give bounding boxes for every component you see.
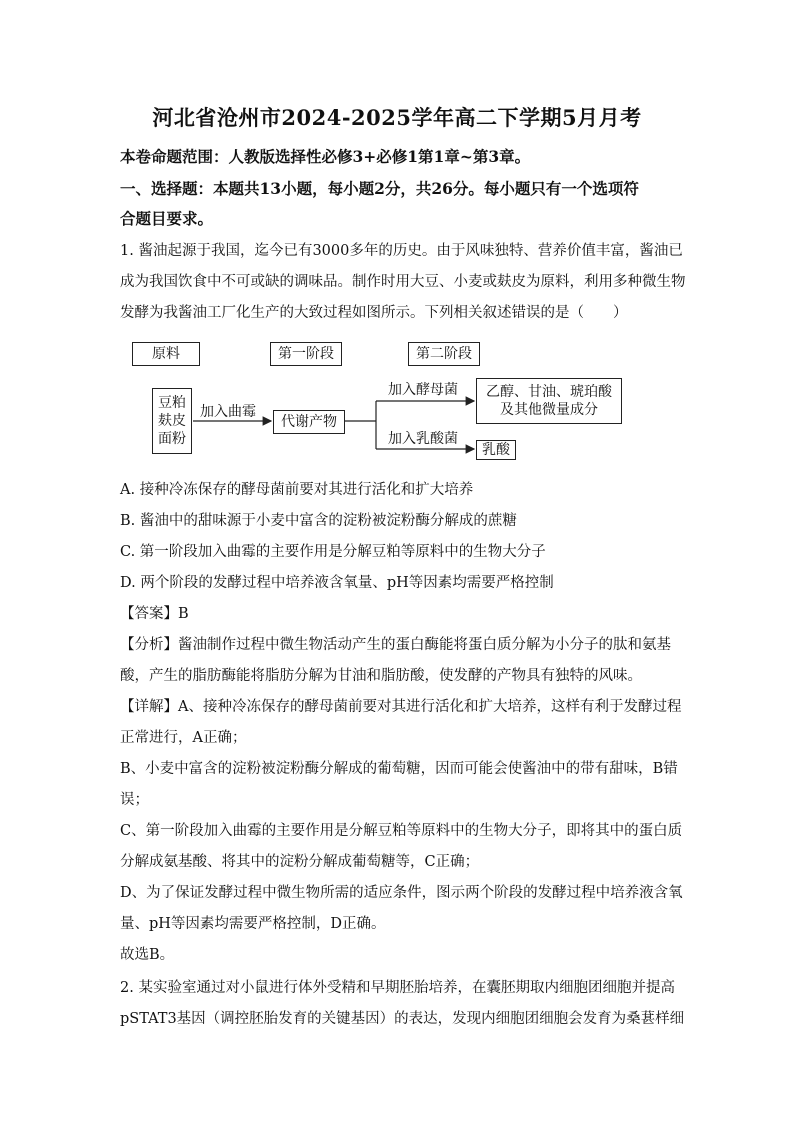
exam-scope: 本卷命题范围：人教版选择性必修3+必修1第1章~第3章。 (120, 147, 531, 166)
add-yeast-label: 加入酵母菌 (388, 382, 458, 398)
add-koji-label: 加入曲霉 (200, 404, 256, 420)
header-stage-2: 第二阶段 (408, 342, 480, 366)
header-stage-1: 第一阶段 (270, 342, 342, 366)
q1-stem-line3: 发酵为我酱油工厂化生产的大致过程如图所示。下列相关叙述错误的是（ ） (120, 305, 628, 321)
q1-detail-line5: C、第一阶段加入曲霉的主要作用是分解豆粕等原料中的生物大分子，即将其中的蛋白质 (120, 823, 683, 839)
q1-analysis-line1: 【分析】酱油制作过程中微生物活动产生的蛋白酶能将蛋白质分解为小分子的肽和氨基 (120, 637, 671, 653)
add-lactic-label: 加入乳酸菌 (388, 431, 458, 447)
raw-materials-box: 豆粕 麸皮 面粉 (152, 388, 192, 454)
section-heading-line1: 一、选择题：本题共13小题，每小题2分，共26分。每小题只有一个选项符 (120, 179, 639, 198)
q2-stem-line2: pSTAT3基因（调控胚胎发育的关键基因）的表达，发现内细胞团细胞会发育为桑葚样细 (120, 1011, 685, 1027)
yeast-products-box: 乙醇、甘油、琥珀酸 及其他微量成分 (476, 378, 622, 424)
q1-option-c: C. 第一阶段加入曲霉的主要作用是分解豆粕等原料中的生物大分子 (120, 544, 546, 560)
q1-detail-line7: D、为了保证发酵过程中微生物所需的适应条件，图示两个阶段的发酵过程中培养液含氧 (120, 885, 683, 901)
q1-detail-line3: B、小麦中富含的淀粉被淀粉酶分解成的葡萄糖，因而可能会使酱油中的带有甜味，B错 (120, 761, 678, 777)
q1-detail-line4: 误； (120, 792, 149, 808)
header-raw-materials: 原料 (132, 342, 200, 366)
q1-answer: 【答案】B (120, 606, 189, 622)
q1-detail-line2: 正常进行，A正确； (120, 730, 247, 746)
q1-detail-line8: 量、pH等因素均需要严格控制，D正确。 (120, 916, 386, 932)
lactic-acid-box: 乳酸 (476, 440, 516, 460)
q1-stem-line1: 1. 酱油起源于我国，迄今已有3000多年的历史。由于风味独特、营养价值丰富，酱油已 (120, 243, 683, 259)
q1-option-b: B. 酱油中的甜味源于小麦中富含的淀粉被淀粉酶分解成的蔗糖 (120, 513, 517, 529)
q1-option-a: A. 接种冷冻保存的酵母菌前要对其进行活化和扩大培养 (120, 482, 474, 498)
q1-detail-line6: 分解成氨基酸、将其中的淀粉分解成葡萄糖等，C正确； (120, 854, 480, 870)
q1-option-d: D. 两个阶段的发酵过程中培养液含氧量、pH等因素均需要严格控制 (120, 575, 554, 591)
q1-analysis-line2: 酸，产生的脂肪酶能将脂肪分解为甘油和脂肪酸，使发酵的产物具有独特的风味。 (120, 668, 642, 684)
q1-detail-line9: 故选B。 (120, 947, 175, 963)
q2-stem-line1: 2. 某实验室通过对小鼠进行体外受精和早期胚胎培养，在囊胚期取内细胞团细胞并提高 (120, 980, 675, 996)
q1-detail-line1: 【详解】A、接种冷冻保存的酵母菌前要对其进行活化和扩大培养，这样有利于发酵过程 (120, 699, 682, 715)
section-heading-line2: 合题目要求。 (120, 209, 214, 228)
page-title: 河北省沧州市2024-2025学年高二下学期5月月考 (152, 105, 642, 130)
q1-stem-line2: 成为我国饮食中不可或缺的调味品。制作时用大豆、小麦或麸皮为原料，利用多种微生物 (120, 274, 686, 290)
metabolites-box: 代谢产物 (273, 410, 345, 434)
